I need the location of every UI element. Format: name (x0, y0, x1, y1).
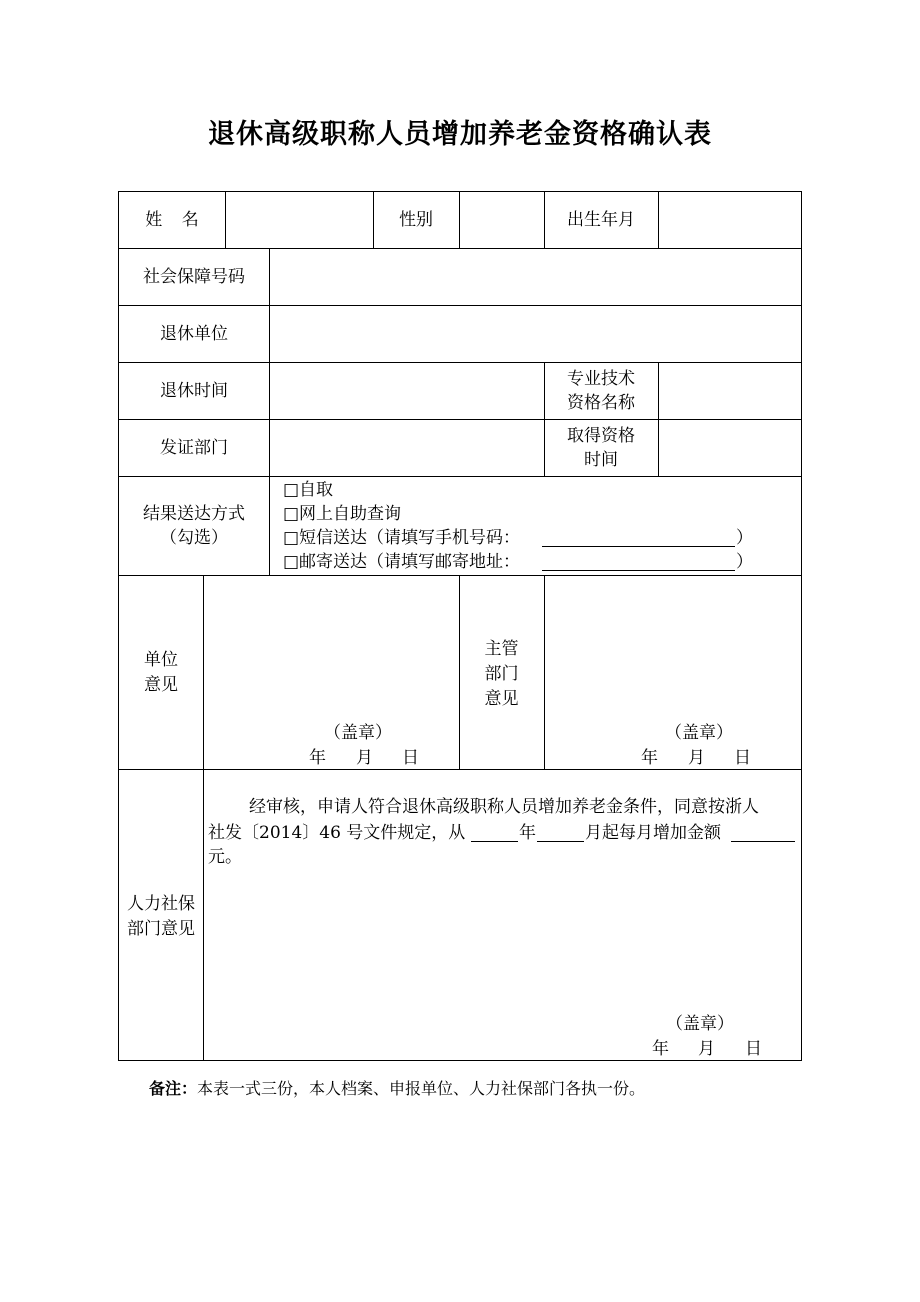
dept-opinion-date-year: 年 (641, 748, 658, 768)
unit-opinion-label-line1: 单位 (144, 650, 178, 670)
start-month-input[interactable] (537, 823, 584, 842)
unit-opinion-date-month: 月 (356, 748, 373, 768)
retire-unit-field[interactable] (270, 306, 799, 361)
row-divider (119, 575, 801, 576)
footnote-text: 本表一式三份，本人档案、申报单位、人力社保部门各执一份。 (197, 1079, 646, 1098)
mail-address-input[interactable] (542, 552, 735, 571)
birth-field[interactable] (659, 193, 799, 247)
retire-time-field[interactable] (270, 363, 543, 418)
issuer-field[interactable] (270, 420, 543, 475)
col-divider (203, 575, 204, 1060)
ssn-field[interactable] (270, 249, 799, 304)
unit-opinion-date-day: 日 (402, 748, 419, 768)
name-label: 姓 名 (145, 210, 199, 230)
qualification-time-field[interactable] (659, 420, 799, 475)
hr-opinion-text-line2-a: 社发〔2014〕46 号文件规定，从 (208, 823, 466, 843)
delivery-label-line2: （勾选） (160, 528, 228, 548)
delivery-option-online-query[interactable]: □网上自助查询 (283, 504, 402, 524)
footnote (149, 1076, 645, 1099)
gender-label: 性别 (399, 210, 433, 230)
row-divider (119, 476, 801, 477)
hr-opinion-seal: （盖章） (666, 1014, 734, 1034)
ssn-label: 社会保障号码 (143, 267, 245, 287)
confirmation-form-table (118, 191, 802, 1061)
dept-opinion-label-line3: 意见 (484, 689, 519, 709)
delivery-option-mail[interactable]: □邮寄送达（请填写邮寄地址： (283, 552, 521, 572)
dept-opinion-label-line1: 主管 (484, 639, 519, 659)
delivery-label-line1: 结果送达方式 (143, 504, 245, 524)
footnote-label: 备注： (149, 1079, 198, 1098)
unit-opinion-date-year: 年 (309, 748, 326, 768)
dept-opinion-seal: （盖章） (665, 723, 733, 743)
hr-opinion-text-line3: 元。 (208, 847, 242, 867)
dept-opinion-date-day: 日 (734, 748, 751, 768)
hr-opinion-date-year: 年 (652, 1039, 669, 1059)
col-divider (544, 575, 545, 769)
hr-opinion-date-day: 日 (745, 1039, 762, 1059)
hr-opinion-date-month: 月 (698, 1039, 715, 1059)
unit-opinion-seal: （盖章） (324, 723, 392, 743)
birth-label: 出生年月 (567, 210, 635, 230)
monthly-amount-input[interactable] (731, 823, 795, 842)
retire-time-label: 退休时间 (160, 381, 228, 401)
phone-number-input[interactable] (542, 528, 735, 547)
hr-opinion-label-line1: 人力社保 (127, 894, 195, 914)
sms-close-paren: ） (736, 528, 753, 548)
hr-opinion-text-line2-b: 年 (519, 823, 536, 843)
form-title: 退休高级职称人员增加养老金资格确认表 (208, 119, 712, 150)
hr-opinion-text-line2-c: 月起每月增加金额 (585, 823, 721, 843)
qualification-time-label-line2: 时间 (584, 450, 618, 470)
issuer-label: 发证部门 (160, 438, 228, 458)
hr-opinion-label-line2: 部门意见 (127, 919, 195, 939)
name-field[interactable] (226, 193, 372, 247)
dept-opinion-label-line2: 部门 (484, 664, 519, 684)
delivery-option-self-pickup[interactable]: □自取 (283, 480, 334, 500)
hr-opinion-text-line1: 经审核，申请人符合退休高级职称人员增加养老金条件，同意按浙人 (249, 797, 759, 817)
qualification-name-label-line2: 资格名称 (567, 393, 635, 413)
unit-opinion-label-line2: 意见 (144, 675, 178, 695)
retire-unit-label: 退休单位 (160, 324, 228, 344)
start-year-input[interactable] (471, 823, 518, 842)
delivery-option-sms[interactable]: □短信送达（请填写手机号码： (283, 528, 521, 548)
qualification-time-label-line1: 取得资格 (567, 426, 635, 446)
qualification-name-label-line1: 专业技术 (567, 369, 635, 389)
mail-close-paren: ） (736, 552, 753, 572)
qualification-name-field[interactable] (659, 363, 799, 418)
gender-field[interactable] (460, 193, 543, 247)
dept-opinion-date-month: 月 (688, 748, 705, 768)
